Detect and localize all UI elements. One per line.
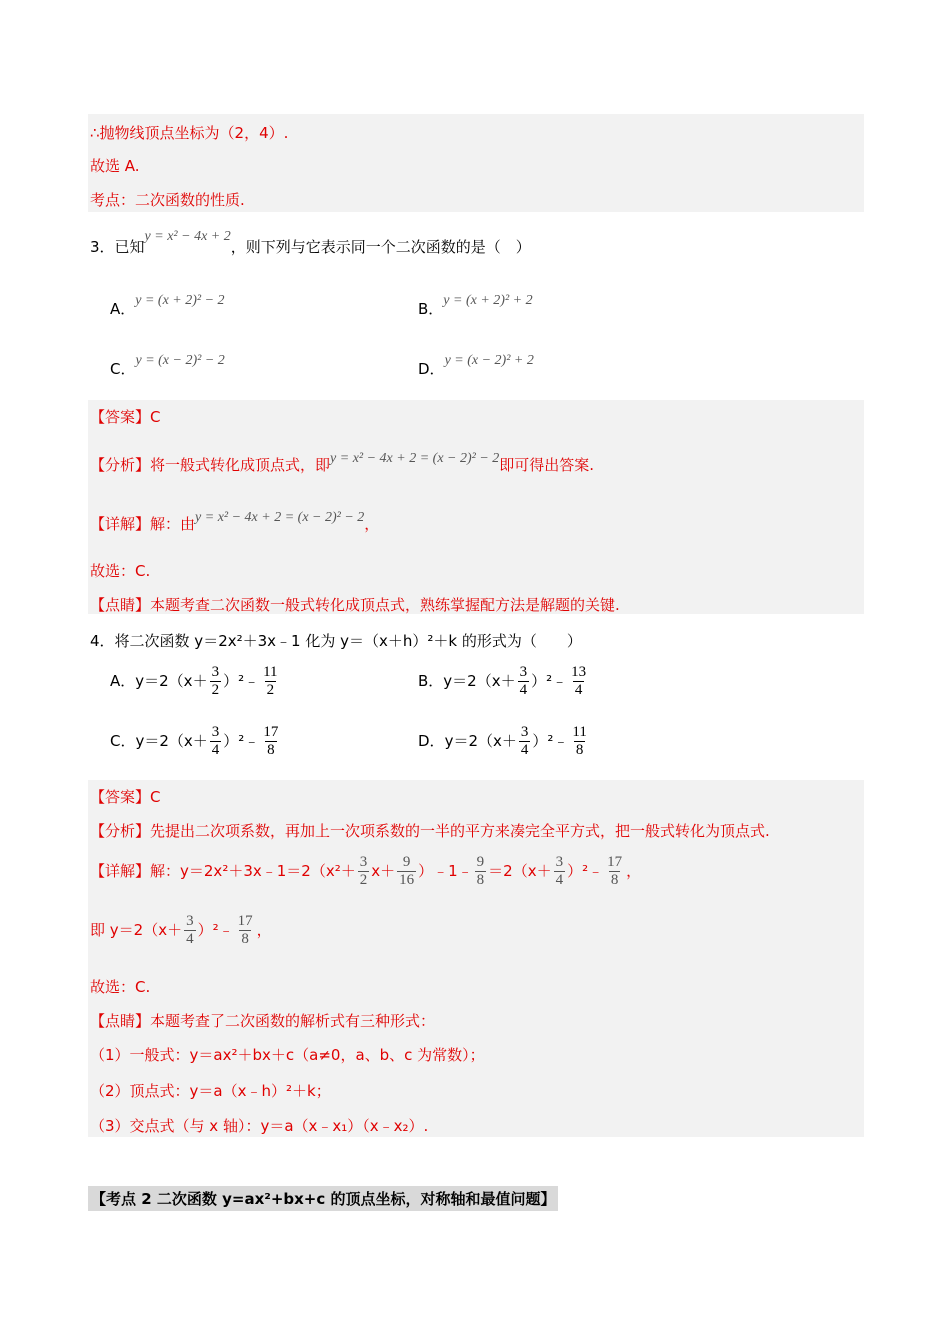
answer-3-block xyxy=(88,400,864,614)
detail-3 xyxy=(90,510,380,534)
question-3-stem xyxy=(90,229,531,257)
option-pre: y＝2（x＋ xyxy=(135,672,208,690)
numerator: 9 xyxy=(402,854,411,870)
option-label: A． xyxy=(110,300,136,318)
section-heading: 【考点 2 二次函数 y=ax²+bx+c 的顶点坐标，对称轴和最值问题】 xyxy=(88,1186,558,1211)
detail-part: 解：y＝2x²＋3x﹣1＝2（x²＋ xyxy=(150,862,356,880)
option-a xyxy=(110,293,225,319)
option-label: B． xyxy=(418,672,444,690)
question-4-stem: 4．将二次函数 y＝2x²＋3x﹣1 化为 y＝（x＋h）²＋k 的形式为（ ） xyxy=(90,632,582,650)
fraction xyxy=(569,664,588,699)
numerator: 3 xyxy=(211,724,220,740)
numerator: 3 xyxy=(211,664,220,680)
option-label: C． xyxy=(110,360,136,378)
option-mid: ）²﹣ xyxy=(531,672,568,690)
question-3 xyxy=(88,224,864,384)
previous-solution-block xyxy=(88,114,864,212)
denominator: 8 xyxy=(610,872,619,888)
analysis-tag: 【分析】 xyxy=(90,456,151,474)
numerator: 17 xyxy=(237,913,253,929)
detail-tag: 【详解】 xyxy=(90,862,151,880)
numerator: 11 xyxy=(263,664,278,680)
numerator: 17 xyxy=(263,724,279,740)
option-pre: y＝2（x＋ xyxy=(135,732,208,750)
fraction xyxy=(605,854,624,889)
detail-4 xyxy=(90,854,641,889)
fraction xyxy=(184,913,196,948)
detail-end: ， xyxy=(364,515,380,533)
choose-4: 故选：C. xyxy=(90,978,151,996)
fraction xyxy=(475,854,487,889)
fraction xyxy=(236,913,255,948)
numerator: 3 xyxy=(519,664,528,680)
option-formula: y = (x + 2)² − 2 xyxy=(135,293,225,308)
form-vertex: （2）顶点式：y＝a（x﹣h）²＋k； xyxy=(90,1082,331,1100)
denominator: 4 xyxy=(186,931,194,947)
fraction xyxy=(554,854,566,889)
comment-4 xyxy=(90,1010,435,1031)
option-mid: ）²﹣ xyxy=(532,732,569,750)
option-c xyxy=(110,353,225,379)
option-pre: y＝2（x＋ xyxy=(444,732,517,750)
stem-suffix: ，则下列与它表示同一个二次函数的是（ ） xyxy=(230,238,531,256)
option-formula: y = (x − 2)² − 2 xyxy=(135,353,225,368)
numerator: 13 xyxy=(571,664,587,680)
detail-part: ＝2（x＋ xyxy=(488,862,552,880)
numerator: 9 xyxy=(476,854,485,870)
denominator: 4 xyxy=(520,742,529,758)
comment-text: 本题考查二次函数一般式转化成顶点式，熟练掌握配方法是解题的关键. xyxy=(150,596,620,614)
option-formula: y = (x − 2)² + 2 xyxy=(444,353,534,368)
denominator: 4 xyxy=(555,872,564,888)
conclusion-4 xyxy=(90,913,272,948)
stem-formula: y = x² − 4x + 2 xyxy=(144,229,231,244)
numerator: 11 xyxy=(572,724,587,740)
fraction xyxy=(261,664,279,699)
fraction xyxy=(210,664,222,699)
option-label: D． xyxy=(418,360,445,378)
analysis-formula: y = x² − 4x + 2 = (x − 2)² − 2 xyxy=(330,451,500,466)
denominator: 2 xyxy=(266,682,275,698)
fraction xyxy=(358,854,370,889)
detail-formula: y = x² − 4x + 2 = (x − 2)² − 2 xyxy=(195,510,365,525)
denominator: 8 xyxy=(241,931,249,947)
q4-option-d xyxy=(418,724,591,759)
fraction xyxy=(261,724,280,759)
option-label: B． xyxy=(418,300,444,318)
analysis-tag: 【分析】 xyxy=(90,822,151,840)
comment-tag: 【点睛】 xyxy=(90,1012,151,1030)
fraction xyxy=(570,724,588,759)
detail-text: 解：由 xyxy=(150,515,196,533)
question-4 xyxy=(88,620,864,775)
denominator: 16 xyxy=(399,872,415,888)
detail-part: ）²﹣ xyxy=(567,862,604,880)
denominator: 8 xyxy=(575,742,584,758)
denominator: 8 xyxy=(267,742,275,758)
option-label: C． xyxy=(110,732,136,750)
stem-prefix: 3．已知 xyxy=(90,238,145,256)
fraction xyxy=(210,724,222,759)
denominator: 4 xyxy=(574,682,583,698)
denominator: 8 xyxy=(476,872,485,888)
detail-tag: 【详解】 xyxy=(90,515,151,533)
conclusion-part: 即 y＝2（x＋ xyxy=(90,921,183,939)
detail-part: ， xyxy=(626,862,642,880)
vertex-conclusion: ∴抛物线顶点坐标为（2，4）. xyxy=(90,124,289,142)
numerator: 17 xyxy=(607,854,623,870)
answer-4: 【答案】C xyxy=(90,788,161,806)
knowledge-point: 考点：二次函数的性质. xyxy=(90,191,245,209)
detail-part: ）﹣1﹣ xyxy=(418,862,473,880)
analysis-text: 将一般式转化成顶点式，即 xyxy=(150,456,331,474)
numerator: 3 xyxy=(186,913,194,929)
detail-part: x＋ xyxy=(371,862,396,880)
analysis-end: 即可得出答案. xyxy=(499,456,595,474)
q4-option-b xyxy=(418,664,590,699)
numerator: 3 xyxy=(359,854,368,870)
comment-3 xyxy=(90,594,620,615)
option-label: A． xyxy=(110,672,136,690)
numerator: 3 xyxy=(555,854,564,870)
comment-tag: 【点睛】 xyxy=(90,596,151,614)
comment-text: 本题考查了二次函数的解析式有三种形式： xyxy=(150,1012,436,1030)
form-general: （1）一般式：y＝ax²＋bx＋c（a≠0，a、b、c 为常数）； xyxy=(90,1046,485,1064)
option-d xyxy=(418,353,534,379)
answer-4-block xyxy=(88,780,864,1137)
choice-line: 故选 A. xyxy=(90,157,140,175)
option-b xyxy=(418,293,533,319)
form-intercept: （3）交点式（与 x 轴）：y＝a（x﹣x₁）（x﹣x₂）. xyxy=(90,1117,429,1135)
denominator: 4 xyxy=(519,682,528,698)
fraction xyxy=(397,854,416,889)
option-mid: ）²﹣ xyxy=(223,732,260,750)
fraction xyxy=(519,724,531,759)
fraction xyxy=(518,664,530,699)
conclusion-part: ）²﹣ xyxy=(197,921,234,939)
choose-3: 故选：C. xyxy=(90,562,151,580)
option-mid: ）²﹣ xyxy=(223,672,260,690)
analysis-3 xyxy=(90,451,595,475)
denominator: 4 xyxy=(211,742,220,758)
answer-3: 【答案】C xyxy=(90,408,161,426)
q4-option-a xyxy=(110,664,282,699)
analysis-text: 先提出二次项系数，再加上一次项系数的一半的平方来凑完全平方式，把一般式转化为顶点式. xyxy=(150,822,770,840)
denominator: 2 xyxy=(211,682,220,698)
q4-option-c xyxy=(110,724,282,759)
conclusion-part: ， xyxy=(256,921,272,939)
numerator: 3 xyxy=(520,724,529,740)
denominator: 2 xyxy=(359,872,368,888)
option-label: D． xyxy=(418,732,445,750)
option-pre: y＝2（x＋ xyxy=(443,672,516,690)
analysis-4 xyxy=(90,820,770,841)
option-formula: y = (x + 2)² + 2 xyxy=(443,293,533,308)
